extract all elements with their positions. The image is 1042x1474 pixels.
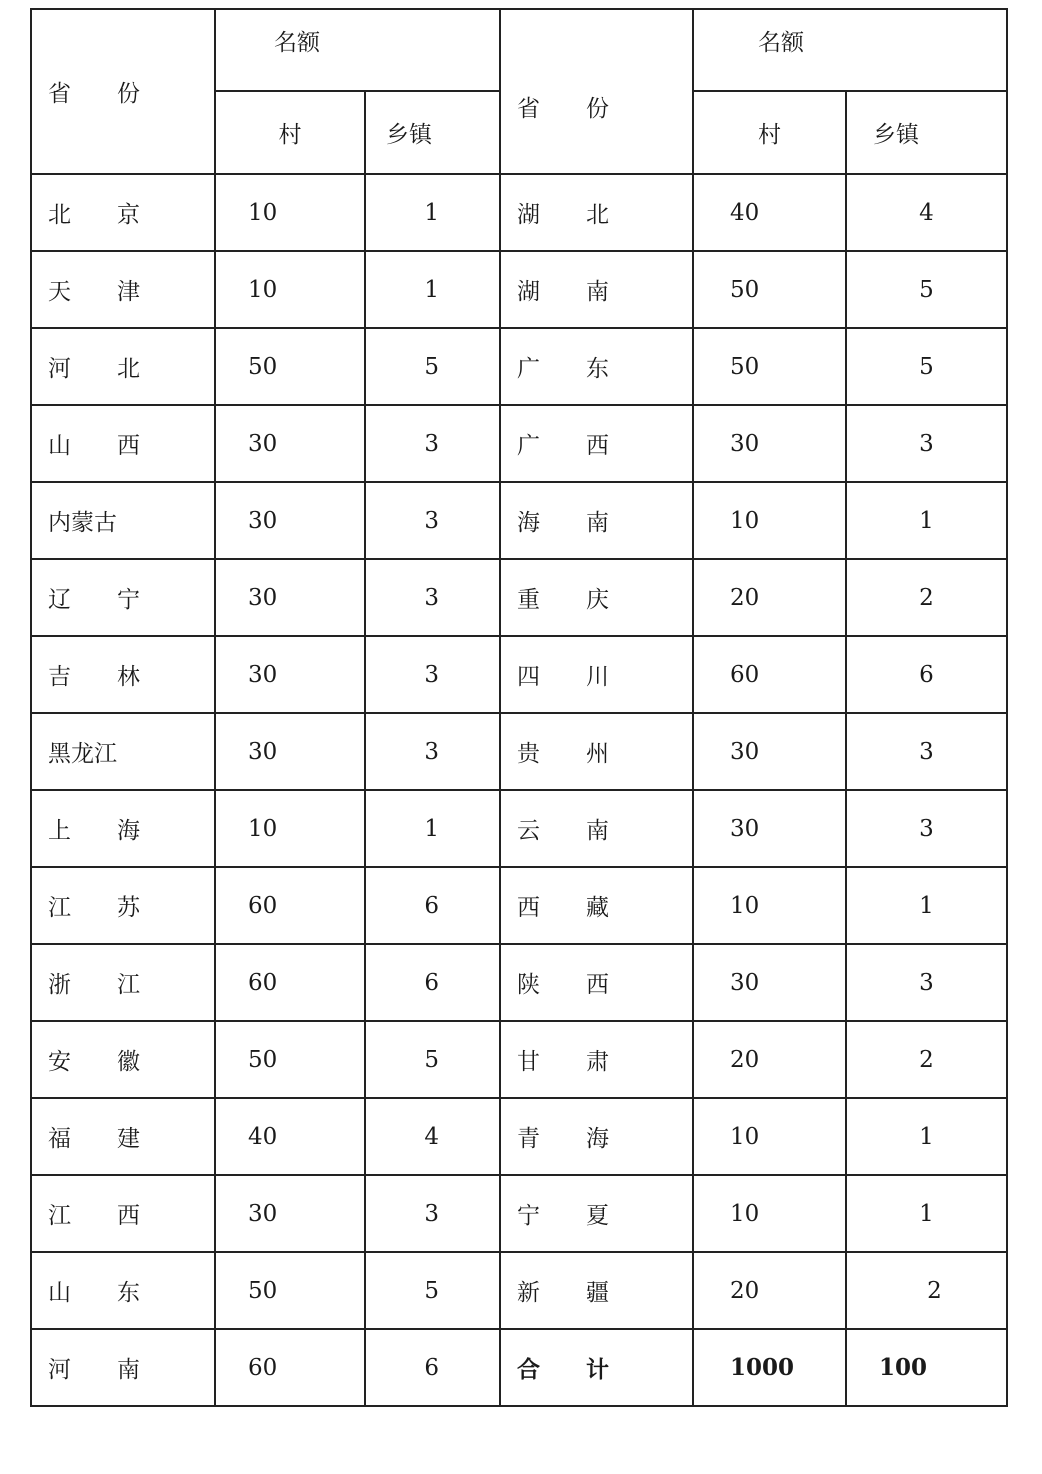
province-left-cell: 北 京 <box>31 174 215 251</box>
town-left-cell: 1 <box>365 251 500 328</box>
table-row <box>31 713 1007 790</box>
province-right-cell: 四 川 <box>500 636 693 713</box>
village-right-cell: 20 <box>693 1252 846 1329</box>
province-right-cell: 新 疆 <box>500 1252 693 1329</box>
town-left-cell: 5 <box>365 328 500 405</box>
province-right-cell: 贵 州 <box>500 713 693 790</box>
province-right-cell: 青 海 <box>500 1098 693 1175</box>
town-right-cell: 5 <box>846 251 1007 328</box>
village-right-cell: 10 <box>693 1175 846 1252</box>
village-right-cell: 50 <box>693 251 846 328</box>
province-left-cell: 辽 宁 <box>31 559 215 636</box>
province-right-cell: 重 庆 <box>500 559 693 636</box>
town-left-cell: 1 <box>365 174 500 251</box>
table-row <box>31 867 1007 944</box>
town-left-cell: 3 <box>365 1175 500 1252</box>
province-left-cell: 福 建 <box>31 1098 215 1175</box>
province-left-cell: 江 西 <box>31 1175 215 1252</box>
province-left-cell: 黑龙江 <box>31 713 215 790</box>
province-right-cell: 湖 北 <box>500 174 693 251</box>
town-left-cell: 5 <box>365 1252 500 1329</box>
town-right-cell: 2 <box>846 1021 1007 1098</box>
header-quota-right: 名额 <box>693 9 1007 91</box>
header-town-left: 乡镇 <box>365 91 500 174</box>
header-province-right: 省 份 <box>500 9 693 174</box>
village-right-cell: 50 <box>693 328 846 405</box>
table-row <box>31 1175 1007 1252</box>
village-right-cell: 30 <box>693 405 846 482</box>
village-right-cell: 30 <box>693 790 846 867</box>
village-left-cell: 30 <box>215 1175 365 1252</box>
village-left-cell: 50 <box>215 1252 365 1329</box>
town-right-cell: 1 <box>846 482 1007 559</box>
village-left-cell: 30 <box>215 559 365 636</box>
table-row <box>31 636 1007 713</box>
table-body <box>31 174 1007 1406</box>
town-right-cell: 4 <box>846 174 1007 251</box>
province-left-cell: 吉 林 <box>31 636 215 713</box>
town-right-cell: 1 <box>846 867 1007 944</box>
town-left-cell: 1 <box>365 790 500 867</box>
village-left-cell: 60 <box>215 1329 365 1406</box>
town-left-cell: 3 <box>365 482 500 559</box>
table-row <box>31 790 1007 867</box>
table-row <box>31 405 1007 482</box>
province-left-cell: 上 海 <box>31 790 215 867</box>
town-right-cell: 5 <box>846 328 1007 405</box>
province-left-cell: 山 西 <box>31 405 215 482</box>
table-row <box>31 482 1007 559</box>
village-left-cell: 30 <box>215 482 365 559</box>
village-left-cell: 30 <box>215 636 365 713</box>
table-row <box>31 944 1007 1021</box>
province-right-cell: 广 西 <box>500 405 693 482</box>
village-left-cell: 10 <box>215 251 365 328</box>
village-right-cell: 30 <box>693 713 846 790</box>
province-right-cell: 海 南 <box>500 482 693 559</box>
table-row <box>31 328 1007 405</box>
header-village-left: 村 <box>215 91 365 174</box>
village-right-cell: 20 <box>693 559 846 636</box>
town-left-cell: 3 <box>365 713 500 790</box>
town-left-cell: 3 <box>365 636 500 713</box>
total-village-cell: 1000 <box>693 1329 846 1406</box>
town-left-cell: 3 <box>365 405 500 482</box>
town-left-cell: 5 <box>365 1021 500 1098</box>
total-town-cell: 100 <box>846 1329 1007 1406</box>
header-village-right: 村 <box>693 91 846 174</box>
province-right-cell: 甘 肃 <box>500 1021 693 1098</box>
province-left-cell: 山 东 <box>31 1252 215 1329</box>
table-row <box>31 559 1007 636</box>
province-right-cell: 广 东 <box>500 328 693 405</box>
village-left-cell: 60 <box>215 944 365 1021</box>
table-row <box>31 1329 1007 1406</box>
village-right-cell: 30 <box>693 944 846 1021</box>
town-right-cell: 2 <box>846 1252 1007 1329</box>
table-row <box>31 1252 1007 1329</box>
village-left-cell: 30 <box>215 713 365 790</box>
header-row-1 <box>31 9 1007 91</box>
village-left-cell: 10 <box>215 174 365 251</box>
village-left-cell: 50 <box>215 328 365 405</box>
province-right-cell: 云 南 <box>500 790 693 867</box>
province-left-cell: 河 北 <box>31 328 215 405</box>
province-left-cell: 天 津 <box>31 251 215 328</box>
table-row <box>31 251 1007 328</box>
province-left-cell: 河 南 <box>31 1329 215 1406</box>
total-label-cell: 合 计 <box>500 1329 693 1406</box>
province-right-cell: 湖 南 <box>500 251 693 328</box>
town-right-cell: 2 <box>846 559 1007 636</box>
village-right-cell: 60 <box>693 636 846 713</box>
header-province-left: 省 份 <box>31 9 215 174</box>
village-right-cell: 10 <box>693 482 846 559</box>
province-left-cell: 浙 江 <box>31 944 215 1021</box>
table-row <box>31 1021 1007 1098</box>
header-town-right: 乡镇 <box>846 91 1007 174</box>
village-left-cell: 30 <box>215 405 365 482</box>
village-right-cell: 40 <box>693 174 846 251</box>
village-right-cell: 20 <box>693 1021 846 1098</box>
town-right-cell: 3 <box>846 790 1007 867</box>
town-right-cell: 1 <box>846 1175 1007 1252</box>
village-left-cell: 50 <box>215 1021 365 1098</box>
province-left-cell: 安 徽 <box>31 1021 215 1098</box>
town-left-cell: 3 <box>365 559 500 636</box>
header-quota-left: 名额 <box>215 9 500 91</box>
village-right-cell: 10 <box>693 867 846 944</box>
town-right-cell: 3 <box>846 944 1007 1021</box>
province-right-cell: 西 藏 <box>500 867 693 944</box>
village-right-cell: 10 <box>693 1098 846 1175</box>
quota-table <box>30 8 1008 1407</box>
province-left-cell: 内蒙古 <box>31 482 215 559</box>
table-row <box>31 174 1007 251</box>
province-right-cell: 宁 夏 <box>500 1175 693 1252</box>
town-right-cell: 3 <box>846 405 1007 482</box>
town-left-cell: 4 <box>365 1098 500 1175</box>
town-right-cell: 6 <box>846 636 1007 713</box>
table-row <box>31 1098 1007 1175</box>
town-left-cell: 6 <box>365 944 500 1021</box>
village-left-cell: 40 <box>215 1098 365 1175</box>
town-right-cell: 3 <box>846 713 1007 790</box>
village-left-cell: 10 <box>215 790 365 867</box>
province-right-cell: 陕 西 <box>500 944 693 1021</box>
town-left-cell: 6 <box>365 867 500 944</box>
town-right-cell: 1 <box>846 1098 1007 1175</box>
village-left-cell: 60 <box>215 867 365 944</box>
province-left-cell: 江 苏 <box>31 867 215 944</box>
town-left-cell: 6 <box>365 1329 500 1406</box>
